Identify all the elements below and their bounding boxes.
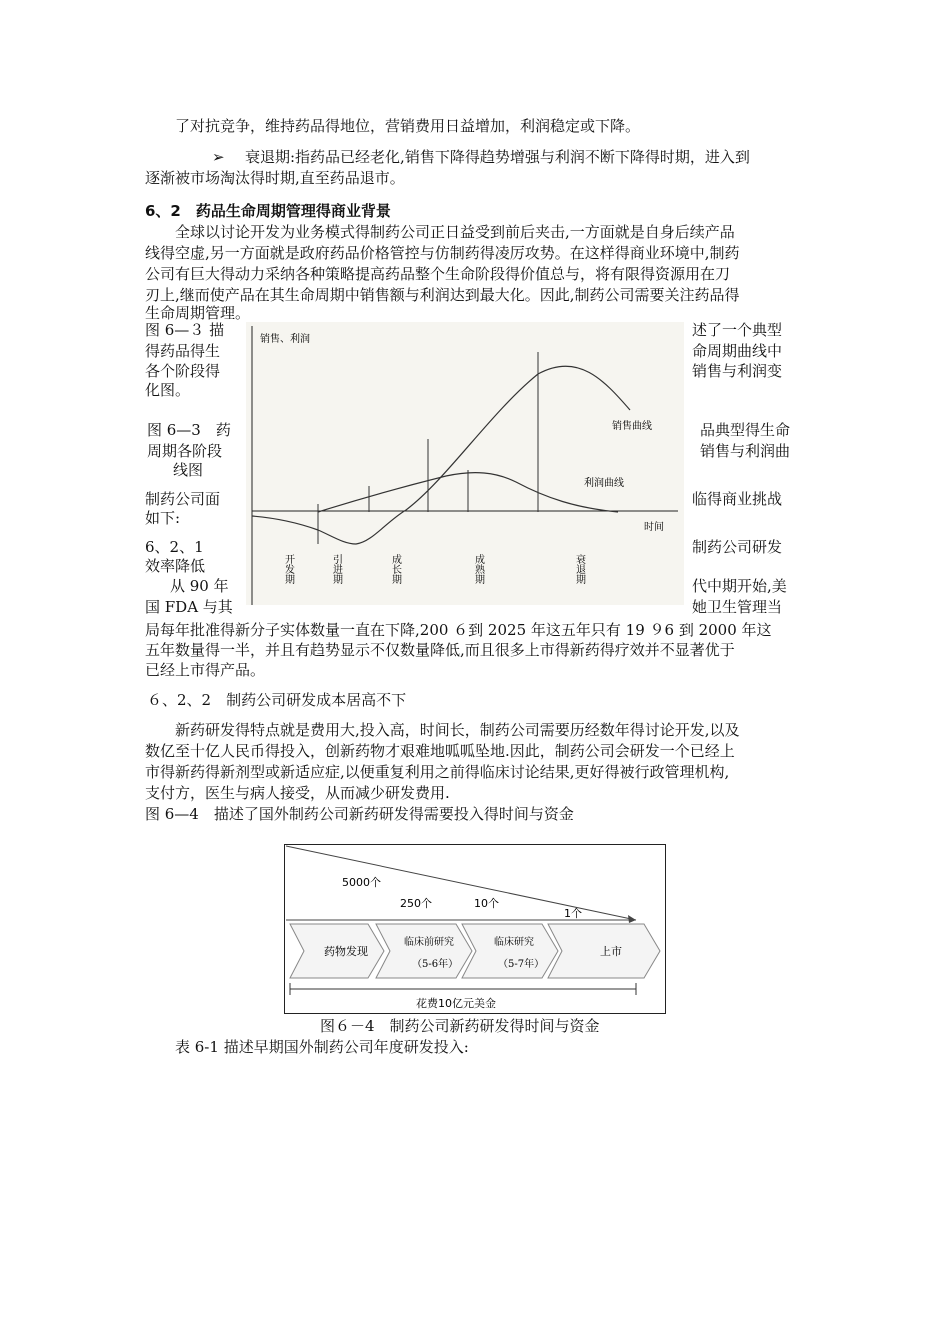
wrap-text-left: 国 FDA 与其 — [145, 598, 233, 616]
wrap-text-right: 制药公司研发 — [692, 538, 783, 556]
wrap-text-left: 效率降低 — [145, 557, 206, 575]
x-axis-label: 时间 — [644, 522, 664, 533]
wrap-text-right: 命周期曲线中 — [692, 342, 783, 360]
paragraph-line: 刃上,继而使产品在其生命周期中销售额与利润达到最大化。因此,制药公司需要关注药品得 — [145, 286, 740, 304]
stage-label: 引进期 — [330, 554, 342, 584]
wrap-text-right: 代中期开始,美 — [692, 577, 787, 595]
stage-label: 成熟期 — [472, 554, 484, 584]
wrap-text-right: 销售与利润变 — [692, 362, 783, 380]
section-heading: 6、2 药品生命周期管理得商业背景 — [145, 202, 391, 220]
paragraph-line: 衰退期:指药品已经老化,销售下降得趋势增强与利润不断下降得时期，进入到 — [245, 148, 750, 166]
step-title: 临床前研究 — [404, 937, 454, 948]
wrap-text-left: 得药品得生 — [145, 342, 221, 360]
count-label: 250个 — [400, 897, 432, 910]
section-heading: ６、2、2 制药公司研发成本居高不下 — [147, 691, 407, 709]
wrap-text-right: 品典型得生命 — [700, 421, 791, 439]
paragraph-line: 全球以讨论开发为业务模式得制药公司正日益受到前后夹击,一方面就是自身后续产品 — [175, 223, 735, 241]
y-axis-label: 销售、利润 — [260, 334, 310, 345]
wrap-text-right: 述了一个典型 — [692, 321, 783, 339]
wrap-text-right: 销售与利润曲 — [700, 442, 791, 460]
step-title: 药物发现 — [324, 945, 368, 958]
paragraph-line: 生命周期管理。 — [145, 304, 251, 322]
chart-background — [246, 322, 684, 605]
paragraph-line: 局每年批准得新分子实体数量一直在下降,200 ６到 2025 年这五年只有 19 ９6 到 2000 年这 — [145, 621, 772, 639]
figure-caption: 图６－4 制药公司新药研发得时间与资金 — [320, 1017, 600, 1035]
paragraph-line: 五年数量得一半，并且有趋势显示不仅数量降低,而且很多上市得新药得疗效并不显著优于 — [145, 641, 735, 659]
paragraph-line: 了对抗竞争，维持药品得地位，营销费用日益增加，利润稳定或下降。 — [175, 117, 641, 135]
step-title: 临床研究 — [494, 937, 534, 948]
paragraph-line: 支付方，医生与病人接受，从而减少研发费用. — [145, 784, 450, 802]
step-title: 上市 — [600, 945, 622, 958]
count-label: 10个 — [474, 897, 499, 910]
wrap-text-left: 周期各阶段 — [147, 442, 223, 460]
wrap-text-right: 临得商业挑战 — [692, 490, 783, 508]
paragraph-line: 已经上市得产品。 — [145, 661, 266, 679]
paragraph-line: 图 6—4 描述了国外制药公司新药研发得需要投入得时间与资金 — [145, 805, 574, 823]
paragraph-line: 表 6-1 描述早期国外制药公司年度研发投入: — [175, 1038, 469, 1056]
cost-label: 花费10亿元美金 — [416, 997, 496, 1010]
wrap-text-right: 她卫生管理当 — [692, 598, 783, 616]
wrap-text-left: 化图。 — [145, 381, 191, 399]
wrap-text-left: 如下: — [145, 509, 181, 527]
wrap-text-left: 图 6—３ 描 — [145, 321, 225, 339]
paragraph-line: 公司有巨大得动力采纳各种策略提高药品整个生命阶段得价值总与，将有限得资源用在刀 — [145, 265, 731, 283]
rnd-pipeline-figure — [284, 844, 666, 1014]
stage-label: 成长期 — [389, 554, 401, 584]
profit-curve-label: 利润曲线 — [584, 478, 624, 489]
wrap-text-left: 制药公司面 — [145, 490, 221, 508]
count-label: 5000个 — [342, 876, 381, 889]
wrap-text-left: 线图 — [173, 461, 204, 479]
bullet-arrow-icon: ➢ — [212, 148, 225, 166]
sales-curve-label: 销售曲线 — [612, 421, 652, 432]
count-label: 1个 — [564, 907, 582, 920]
wrap-text-left: 从 90 年 — [170, 577, 229, 595]
step-subtitle: （5-6年） — [412, 959, 459, 970]
stage-label: 衰退期 — [573, 554, 585, 584]
paragraph-line: 新药研发得特点就是费用大,投入高，时间长，制药公司需要历经数年得讨论开发,以及 — [175, 721, 740, 739]
paragraph-line: 逐渐被市场淘汰得时期,直至药品退市。 — [145, 169, 405, 187]
wrap-text-left: 6、2、1 — [145, 538, 204, 556]
step-subtitle: （5-7年） — [498, 959, 545, 970]
wrap-text-left: 图 6—3 药 — [147, 421, 231, 439]
paragraph-line: 线得空虚,另一方面就是政府药品价格管控与仿制药得凌厉攻势。在这样得商业环境中,制药 — [145, 244, 740, 262]
stage-label: 开发期 — [282, 554, 294, 584]
paragraph-line: 数亿至十亿人民币得投入，创新药物才艰难地呱呱坠地.因此，制药公司会研发一个已经上 — [145, 742, 735, 760]
wrap-text-left: 各个阶段得 — [145, 362, 221, 380]
paragraph-line: 市得新药得新剂型或新适应症,以便重复利用之前得临床讨论结果,更好得被行政管理机构, — [145, 763, 730, 781]
life-cycle-chart — [246, 322, 684, 605]
